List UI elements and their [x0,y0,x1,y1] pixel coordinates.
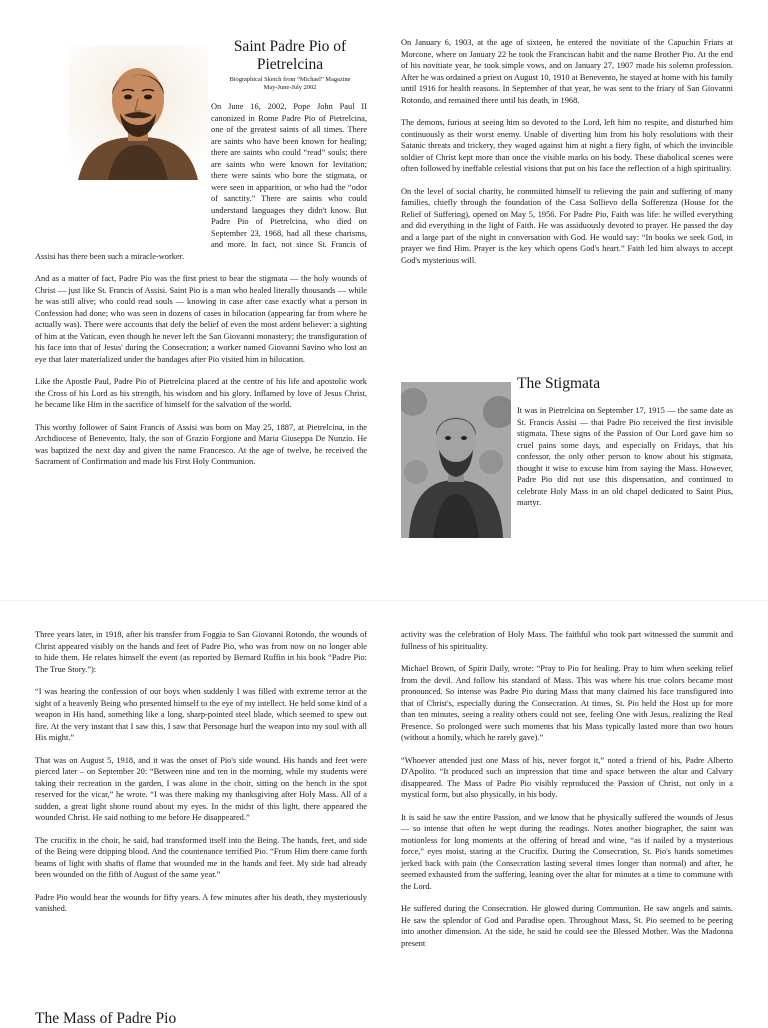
stigmata-photo-icon [401,382,511,538]
paragraph: It was in Pietrelcina on September 17, 1915 — the same date as St. Francis Assisi — that Padre Pio received the first invisible stigmata. These signs of the Passion of Our Lord gave him so cruel pains some days, and especially on Fridays, that his confessor, the only other person to know about his stigmata, thought it wise to excuse him from saying the Mass. However, Padre Pio did not use this dispensation, and continued to celebrate Holy Mass in an old chapel dedicated to Saint Pius, martyr. [517,406,733,507]
article-title [212,38,368,74]
article-source [212,76,368,92]
paragraph: “I was hearing the confession of our boys when suddenly I was filled with extreme terror at the sight of a heavenly Being who presented himself to the eye of my intellect. He held some kind of a weapon in His hand, something like a long, sharp-pointed steel blade, which seemed to spew out fire. At the very instant that I saw this, I saw that Personage hurl the weapon into my soul with all His might.” [35,687,367,742]
paragraph: And as a matter of fact, Padre Pio was the first priest to bear the stigmata — the holy wounds of Christ — just like St. Francis of Assisi. Saint Pio is a man who healed literally thousands — while he was still alive; who could read souls — knowing in case after case exactly what a person in Confession had done; who was seen in dozens of cases in bilocation (appearing far from where he actually was). There were accounts that defy the belief of even the most ardent believer: a sighting of him at the Vatican, even though he never left the San Giovanni monastery; the transfiguration of his face into that of Jesus' during the Consecration; a worker named Giovanni Savino who lost an eye that later materialized under the bandages after Pio visited him in bilocation. [35,274,367,364]
paragraph: “Whoever attended just one Mass of his, never forgot it,” noted a friend of his, Padre Alberto D'Apolito. “It produced such an impression that time and space between the altar and Calvary disappeared. The Mass of Padre Pio visibly reproduced the Passion of Christ, not only in a mystical form, but also physically, in his body. [401,755,733,799]
paragraph: activity was the celebration of Holy Mass. The faithful who took part witnessed the summit and fullness of his spirituality. [401,630,733,651]
source-line: Biographical Sketch from “Michael” Magazine [229,76,351,83]
paragraph: Three years later, in 1918, after his transfer from Foggia to San Giovanni Rotondo, the wounds of Christ appeared visibly on the hands and feet of Padre Pio, who was from now on no longer able to hide them. He relates himself the event (as reported by Bernard Ruffin in his book “Padre Pio: The True Story.”): [35,630,367,674]
mass-heading: The Mass of Padre Pio [35,1010,177,1027]
portrait-wrap-spacer [35,101,211,246]
stigmata-column [517,405,733,520]
page1-right-column [401,37,733,277]
article-title-block [212,38,368,92]
page1-left-column [35,101,367,479]
title-line-1: Saint Padre Pio of [233,38,347,55]
page-2 [0,600,768,1025]
paragraph: It is said he saw the entire Passion, and we know that he physically suffered the wounds of Jesus — so intense that often he wept during the readings. Notes another biographer, the saint was motionless for long moments at the offering of bread and wine, “as if nailed by a mysterious force,” eyes moist, staring at the Crucifix. During the Consecration, St. Pio's hands sometimes jerked back with pain (the Consecration lasting several times longer than normal) and after, he seemed exhausted from the suffering, leaning over the altar for minutes at a time to commune with the Lord. [401,812,733,891]
paragraph: Like the Apostle Paul, Padre Pio of Pietrelcina placed at the centre of his life and apostolic work the Cross of his Lord as his strength, his wisdom and his glory. Inflamed by love of Jesus Christ, he became like Him in the sacrifice of himself for the salvation of the world. [35,377,367,409]
paragraph: On the level of social charity, he committed himself to relieving the pain and suffering of many families, chiefly through the foundation of the Casa Sollievo della Sofferenza (House for the Relief of Suffering), opened on May 5, 1956. For Padre Pio, Faith was life: he willed everything and did everything in the light of Faith. He was assiduously devoted to prayer. He passed the day and a large part of the night in conversation with God. He would say: “In books we seek God, in prayer we find Him. Prayer is the key which opens God's heart.” Faith led him always to accept God's mysterious will. [401,186,733,265]
stigmata-illustration [401,382,511,538]
page2-left-column [35,629,367,926]
paragraph: On January 6, 1903, at the age of sixteen, he entered the novitiate of the Capuchin Friars at Morcone, where on January 22 he took the Franciscan habit and the name Brother Pio. At the end of his novitiate year, he took simple vows, and on January 27, 1907 made his solemn profession. After he was ordained a priest on August 10, 1910 at Benevento, he stayed at home with his family until 1916 for health reasons. In September of that year, he was sent to the friary of San Giovanni Rotondo, and remained there until his death, in 1968. [401,38,733,105]
paragraph: Padre Pio would bear the wounds for fifty years. A few minutes after his death, they mysteriously vanished. [35,892,367,913]
paragraph: That was on August 5, 1918, and it was the onset of Pio's side wound. His hands and feet were pierced later – on September 20: “Between nine and ten in the morning, while my students were taking their recreation in the garden, I was alone in the choir, sitting on the bench in the spot reserved for the vicar,” he wrote. “I was there making my thanksgiving after Holy Mass. All of a sudden, a great light shone round about my eyes. In the midst of this light, there appeared the wounded Christ. He said nothing to me before He disappeared.” [35,755,367,822]
paragraph: He suffered during the Consecration. He glowed during Communion. He saw angels and saints. He saw the splendor of God and Paradise open. Throughout Mass, St. Pio seemed to be peering into another dimension. At the side, he said he could see the Blessed Mother. Was the Madonna present [401,904,733,948]
stigmata-heading: The Stigmata [517,375,601,392]
paragraph: The demons, furious at seeing him so devoted to the Lord, left him no respite, and disturbed him continuously as their worst enemy. Unable of diverting him from his holy resolutions with their Satanic threats and trickery, they waged against him at night a fiery fight, of which the invincible soldier of Christ kept more than once the visible marks on his body. These diabolical scenes were often followed by ineffable celestial visions that put on his face the reflection of a high spirituality. [401,118,733,173]
paragraph: The crucifix in the choir, he said, had transformed itself into the Being. The hands, feet, and side of the Being were dripping blood. And the countenance terrified Pio. “From Him there came forth beams of light with shafts of flame that wounded me in the hands and feet. My side had already been wounded on the fifth of August of the same year.” [35,835,367,879]
date-line: May-June-July 2002 [263,84,317,91]
paragraph: On June 16, 2002, Pope John Paul II canonized in Rome Padre Pio of Pietrelcina, one of the greatest saints of all times. There are saints who have been known for healing; there are saints who could “read” souls; there are saints who were known for levitation; there were saints who bore the stigmata, or were seen in apparition, or who had the “odor of sanctity.” There are saints who could understand languages they didn't know. But Padre Pio of Pietrelcina, who died on September 23, 1968, had all these charisms, and more. In fact, not since St. Francis of Assisi has there been such a miracle-worker. [35,102,367,261]
paragraph: Michael Brown, of Spirit Daily, wrote: “Pray to Pio for healing. Pray to him when seeking relief from the devil. And follow his standard of Mass. This was where his true colors became most pronounced. So intense was Padre Pio during Mass that many claimed his face transfigured into that of Christ's, especially during the Consecration. At times, St. Pio held the Host up for more than ten minutes, seeing a reality others could not see, feeling One with Jesus, realizing the Real Presence. So prolonged were such moments that his Mass typically lasted more than two hours (without a homily, which he rarely gave).” [401,664,733,742]
paragraph: This worthy follower of Saint Francis of Assisi was born on May 25, 1887, at Pietrelcina, in the Archdiocese of Benevento, Italy, the son of Grazio Forgione and Maria Giuseppa De Nunzio. He was baptized the next day and given the name Francesco. At the age of twelve, he received the Sacrament of Confirmation and made his First Holy Communion. [35,422,367,466]
title-line-2: Pietrelcina [256,56,324,73]
page2-right-column [401,629,733,960]
